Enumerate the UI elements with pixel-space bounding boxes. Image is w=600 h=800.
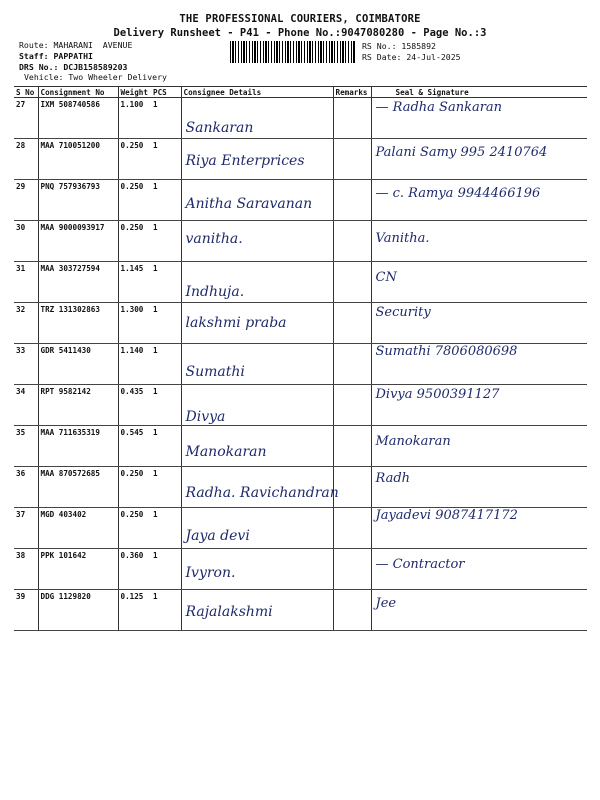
consignee-handwriting: vanitha.: [185, 231, 243, 247]
cell-signature: [371, 262, 587, 303]
cell-weight: 0.250: [118, 467, 151, 508]
cell-consignment: MAA 711635319: [38, 426, 118, 467]
cell-sno: 33: [14, 344, 38, 385]
cell-pcs: 1: [151, 344, 181, 385]
cell-consignment: RPT 9582142: [38, 385, 118, 426]
barcode-image: [230, 41, 356, 63]
table-row: [14, 344, 587, 385]
cell-sno: 28: [14, 139, 38, 180]
rs-number: RS No.: 1585892: [362, 41, 436, 51]
cell-pcs: 1: [151, 262, 181, 303]
cell-signature: [371, 221, 587, 262]
consignee-handwriting: Anitha Saravanan: [185, 196, 313, 212]
cell-pcs: 1: [151, 180, 181, 221]
runsheet-subtitle: Delivery Runsheet - P41 - Phone No.:9047080280 - Page No.:3: [113, 27, 487, 39]
signature-handwriting: Radh: [375, 471, 411, 486]
table-row: [14, 262, 587, 303]
cell-remarks: [333, 221, 371, 262]
signature-handwriting: Jee: [375, 596, 397, 611]
signature-handwriting: Palani Samy 995 2410764: [375, 145, 548, 160]
cell-signature: [371, 467, 587, 508]
cell-sno: 32: [14, 303, 38, 344]
cell-pcs: 1: [151, 508, 181, 549]
cell-sno: 34: [14, 385, 38, 426]
cell-pcs: 1: [151, 467, 181, 508]
cell-remarks: [333, 467, 371, 508]
staff-label: Staff: PAPPATHI: [19, 51, 93, 61]
drs-label: DRS No.: DCJB15858920З: [19, 62, 128, 72]
table-row: [14, 590, 587, 631]
cell-sno: 39: [14, 590, 38, 631]
cell-consignment: GDR 5411430: [38, 344, 118, 385]
cell-consignee: [181, 139, 333, 180]
cell-pcs: 1: [151, 385, 181, 426]
consignee-handwriting: Riya Enterprices: [185, 153, 305, 169]
consignee-handwriting: Sumathi: [185, 364, 245, 380]
cell-pcs: 1: [151, 549, 181, 590]
cell-sno: 37: [14, 508, 38, 549]
cell-signature: [371, 344, 587, 385]
cell-consignee: [181, 508, 333, 549]
consignee-handwriting: Rajalakshmi: [185, 604, 273, 620]
cell-signature: [371, 303, 587, 344]
cell-weight: 0.250: [118, 508, 151, 549]
cell-pcs: 1: [151, 98, 181, 139]
cell-weight: 0.250: [118, 180, 151, 221]
cell-weight: 0.250: [118, 139, 151, 180]
table-row: [14, 467, 587, 508]
cell-consignment: PPK 101642: [38, 549, 118, 590]
cell-consignment: DDG 1129820: [38, 590, 118, 631]
cell-consignment: MAA 9000093917: [38, 221, 118, 262]
cell-pcs: 1: [151, 590, 181, 631]
cell-weight: 1.300: [118, 303, 151, 344]
signature-handwriting: — c. Ramya 9944466196: [375, 186, 541, 201]
table-row: [14, 139, 587, 180]
col-pcs: PCS: [151, 87, 181, 98]
cell-weight: 0.360: [118, 549, 151, 590]
cell-weight: 0.435: [118, 385, 151, 426]
table-row: [14, 508, 587, 549]
cell-weight: 0.250: [118, 221, 151, 262]
cell-consignment: PNQ 757936793: [38, 180, 118, 221]
cell-pcs: 1: [151, 426, 181, 467]
cell-signature: [371, 139, 587, 180]
table-row: [14, 385, 587, 426]
cell-pcs: 1: [151, 221, 181, 262]
cell-signature: [371, 180, 587, 221]
col-sno: S No: [14, 87, 38, 98]
cell-remarks: [333, 344, 371, 385]
runsheet-table: [14, 86, 587, 631]
rs-date: RS Date: 24-Jul-2025: [362, 52, 461, 62]
cell-signature: [371, 98, 587, 139]
cell-consignee: [181, 426, 333, 467]
col-remarks: Remarks: [333, 87, 371, 98]
cell-consignee: [181, 590, 333, 631]
cell-remarks: [333, 590, 371, 631]
cell-consignment: TRZ 131302863: [38, 303, 118, 344]
cell-consignee: [181, 262, 333, 303]
table-row: [14, 180, 587, 221]
signature-handwriting: Jayadevi 9087417172: [375, 508, 518, 523]
cell-remarks: [333, 139, 371, 180]
consignee-handwriting: Jaya devi: [185, 528, 250, 544]
consignee-handwriting: Manokaran: [185, 444, 267, 460]
table-row: [14, 303, 587, 344]
cell-consignee: [181, 221, 333, 262]
cell-sno: 35: [14, 426, 38, 467]
signature-handwriting: Vanitha.: [375, 231, 430, 246]
cell-consignee: [181, 549, 333, 590]
route-label: Route: MAHARANI AVENUE: [19, 40, 133, 50]
consignee-handwriting: Indhuja.: [185, 284, 245, 300]
col-consignment: Consignment No: [38, 87, 118, 98]
table-row: [14, 426, 587, 467]
consignee-handwriting: Sankaran: [185, 120, 254, 136]
cell-signature: [371, 426, 587, 467]
consignee-handwriting: Ivyron.: [185, 565, 236, 581]
cell-pcs: 1: [151, 139, 181, 180]
cell-consignee: [181, 98, 333, 139]
signature-handwriting: — Contractor: [375, 557, 465, 572]
consignee-handwriting: Radha. Ravichandran: [185, 485, 339, 501]
consignee-handwriting: Divya: [185, 409, 226, 425]
table-row: [14, 98, 587, 139]
cell-sno: 38: [14, 549, 38, 590]
cell-consignee: [181, 303, 333, 344]
cell-remarks: [333, 303, 371, 344]
cell-consignee: [181, 467, 339, 508]
col-consignee: Consignee Details: [181, 87, 333, 98]
cell-consignee: [181, 344, 333, 385]
cell-weight: 1.140: [118, 344, 151, 385]
cell-remarks: [333, 508, 371, 549]
cell-sno: 31: [14, 262, 38, 303]
cell-signature: [371, 385, 587, 426]
cell-remarks: [333, 385, 371, 426]
signature-handwriting: Divya 9500391127: [375, 387, 500, 402]
cell-weight: 0.125: [118, 590, 151, 631]
cell-remarks: [333, 98, 371, 139]
cell-sno: 30: [14, 221, 38, 262]
cell-weight: 1.100: [118, 98, 151, 139]
cell-consignment: MAA 710051200: [38, 139, 118, 180]
cell-signature: [371, 549, 587, 590]
signature-handwriting: Security: [375, 305, 431, 320]
signature-handwriting: Manokaran: [375, 434, 451, 449]
cell-consignment: MAA 870572685: [38, 467, 118, 508]
signature-handwriting: — Radha Sankaran: [375, 100, 503, 115]
cell-remarks: [333, 180, 371, 221]
table-row: [14, 221, 587, 262]
vehicle-label: Vehicle: Two Wheeler Delivery: [24, 72, 167, 82]
cell-pcs: 1: [151, 303, 181, 344]
cell-consignment: MGD 403402: [38, 508, 118, 549]
cell-signature: [371, 590, 587, 631]
cell-sno: 29: [14, 180, 38, 221]
cell-weight: 1.145: [118, 262, 151, 303]
cell-consignment: IXM 508740586: [38, 98, 118, 139]
cell-consignee: [181, 385, 333, 426]
signature-handwriting: CN: [375, 270, 397, 285]
cell-signature: [371, 508, 587, 549]
col-seal: Seal & Signature: [371, 87, 587, 98]
table-header-row: [14, 87, 587, 98]
cell-weight: 0.545: [118, 426, 151, 467]
signature-handwriting: Sumathi 7806080698: [375, 344, 518, 359]
cell-sno: 36: [14, 467, 38, 508]
cell-sno: 27: [14, 98, 38, 139]
col-weight: Weight: [118, 87, 151, 98]
consignee-handwriting: lakshmi praba: [185, 315, 287, 331]
cell-consignee: [181, 180, 333, 221]
table-row: [14, 549, 587, 590]
cell-remarks: [333, 549, 371, 590]
page-title: THE PROFESSIONAL COURIERS, COIMBATORE: [179, 13, 421, 25]
cell-consignment: MAA 303727594: [38, 262, 118, 303]
cell-remarks: [333, 426, 371, 467]
cell-remarks: [333, 262, 371, 303]
